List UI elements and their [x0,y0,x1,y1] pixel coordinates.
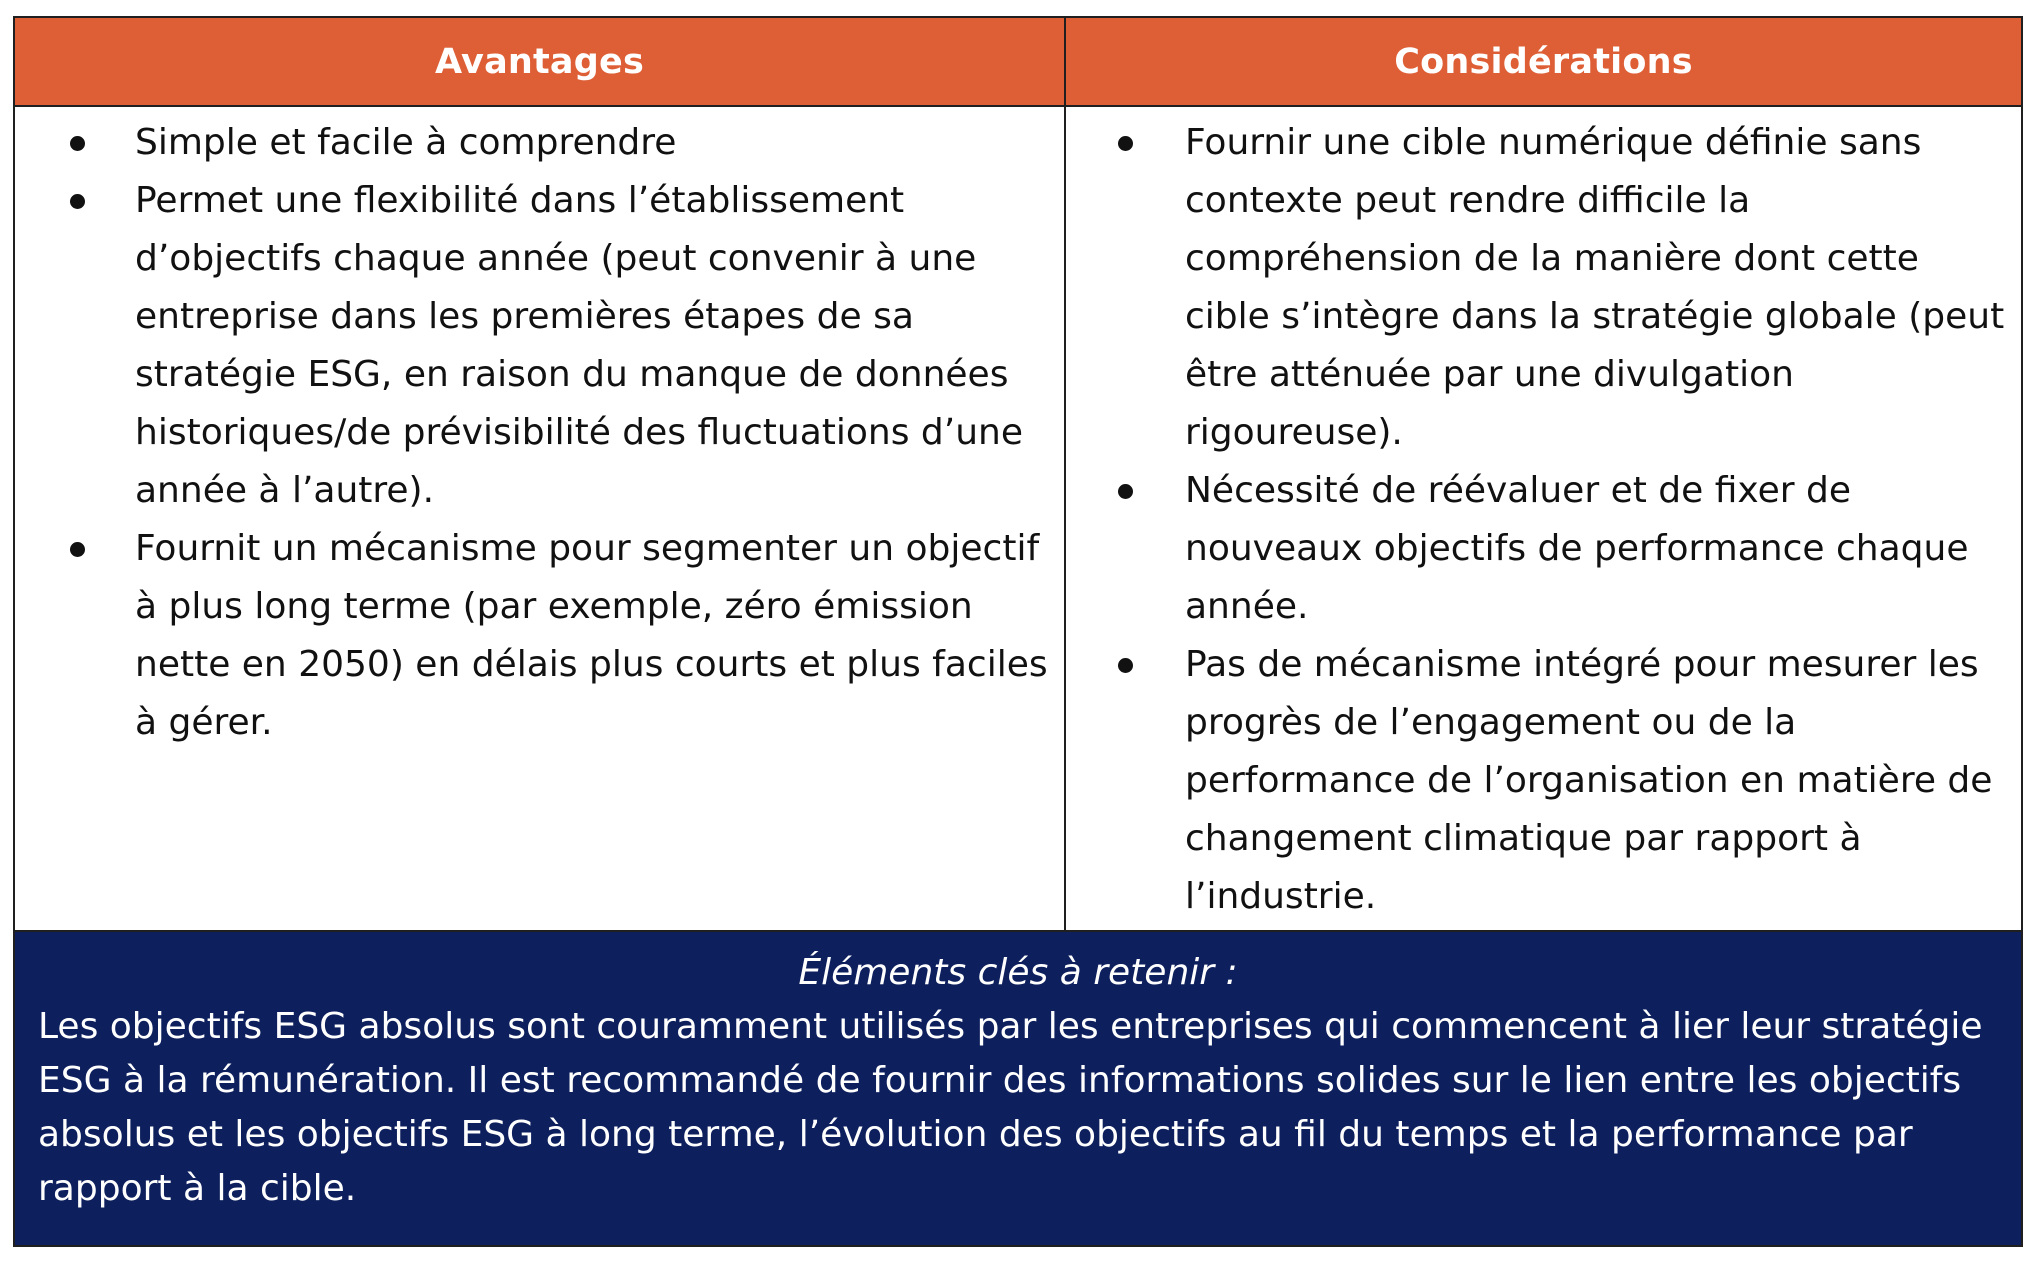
advantages-list [15,114,1064,752]
list-item-text: Pas de mécanisme intégré pour mesurer les progrès de l’engagement ou de la performance de l’organisation en matière de changement climatique par rapport à l’industrie. [1185,644,1993,917]
list-item-text: Fournit un mécanisme pour segmenter un objectif à plus long terme (par exemple, zéro émission nette en 2050) en délais plus courts et plus faciles à gérer. [135,528,1048,743]
key-takeaways-panel [15,930,2021,1245]
list-item [1066,462,2021,636]
header-advantages: Avantages [435,41,644,82]
bullet-icon [1118,136,1133,151]
advantages-column [15,114,1064,752]
list-item [15,520,1064,752]
list-item [15,172,1064,520]
bullet-icon [70,136,85,151]
list-item [15,114,1064,172]
list-item-text: Permet une flexibilité dans l’établissement d’objectifs chaque année (peut convenir à une entreprise dans les premières étapes de sa stratégie ESG, en raison du manque de données historiques/de prévisibilité des fluctuations d’une année à l’autre). [135,180,1024,511]
considerations-column [1066,114,2021,926]
header-considerations: Considérations [1394,41,1693,82]
list-item [1066,636,2021,926]
key-takeaways-text: Les objectifs ESG absolus sont couramment utilisés par les entreprises qui commencent à lier leur stratégie ESG à la rémunération. Il est recommandé de fournir des informations solides sur le lien entre les objectifs absolus et les objectifs ESG à long terme, l’évolution des objectifs au fil du temps et la performance par rapport à la cible. [38,1006,1983,1209]
list-item-text: Nécessité de réévaluer et de fixer de nouveaux objectifs de performance chaque année. [1185,470,1969,627]
bullet-icon [1118,484,1133,499]
comparison-table [13,16,2023,1247]
bullet-icon [70,542,85,557]
bullet-icon [70,194,85,209]
considerations-list [1066,114,2021,926]
key-takeaways-title: Éléments clés à retenir : [798,952,1238,993]
list-item [1066,114,2021,462]
list-item-text: Simple et facile à comprendre [135,122,677,163]
list-item-text: Fournir une cible numérique définie sans contexte peut rendre difficile la compréhension de la manière dont cette cible s’intègre dans la stratégie globale (peut être atténuée par une divulgation rigoureuse). [1185,122,2005,453]
table-header-row [15,18,2021,107]
bullet-icon [1118,658,1133,673]
